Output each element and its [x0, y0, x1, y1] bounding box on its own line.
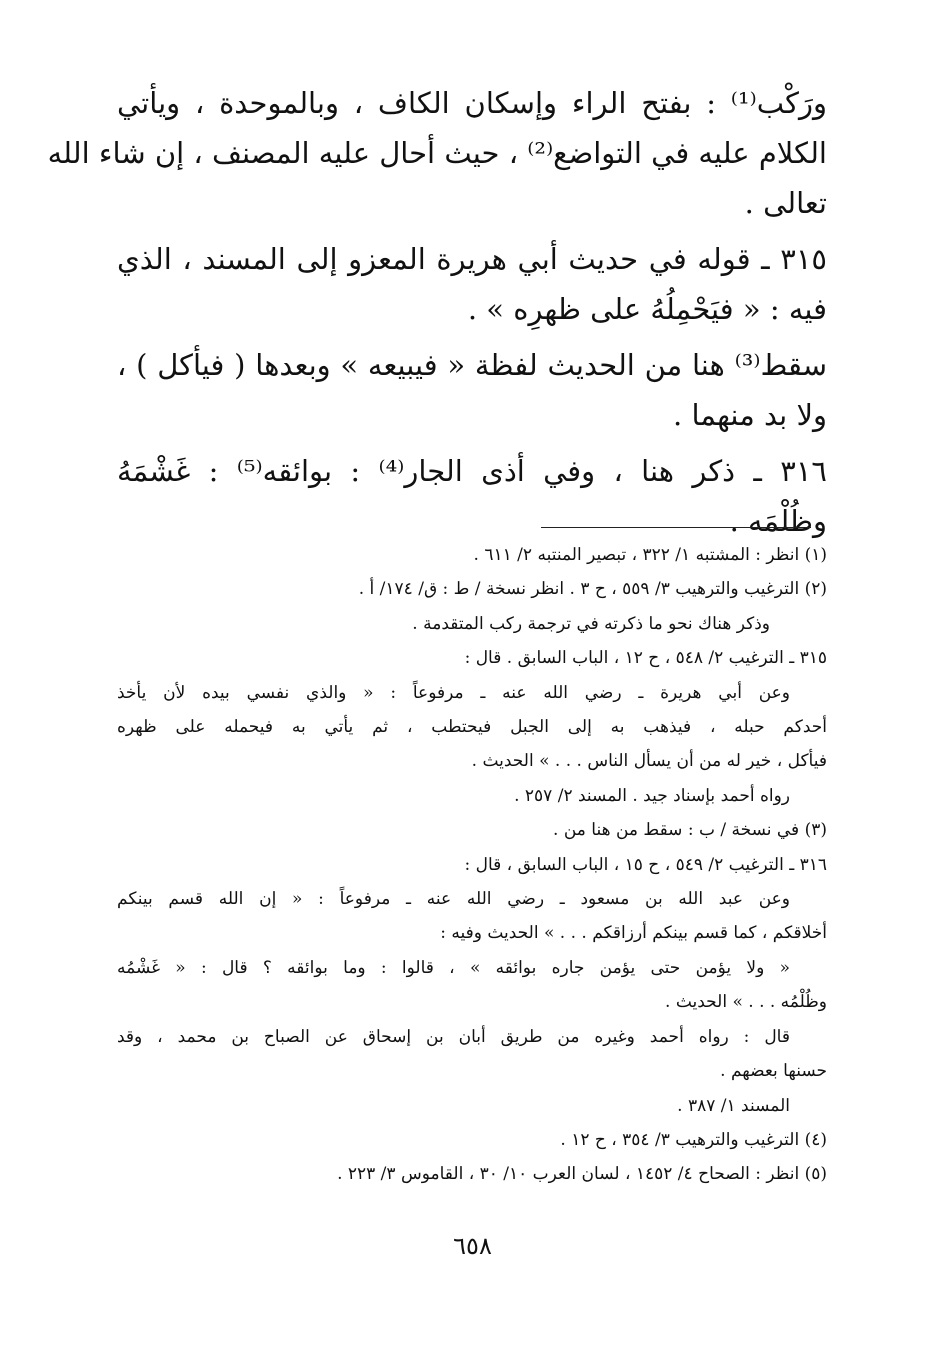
- body-line: ٣١٦ ـ ذكر هنا ، وفي أذى الجار⁽⁴⁾ : بوائقه⁽⁵⁾ : غَشْمَهُ: [117, 454, 827, 488]
- footnote-line: (٢) الترغيب والترهيب ٣/ ٥٥٩ ، ح ٣ . انظر نسخة / ط : ق/ ١٧٤/ أ .: [358, 579, 827, 600]
- main-text: [47, 78, 827, 546]
- body-line: وظُلْمَه .: [729, 504, 827, 538]
- footnote-line: وعن أبي هريرة ـ رضي الله عنه ـ مرفوعاً : « والذي نفسي بيده لأن يأخذ: [117, 682, 790, 703]
- footnote-line: أخلاقكم ، كما قسم بينكم أرزاقكم . . . » الحديث وفيه :: [440, 923, 827, 944]
- footnote-line: قال : رواه أحمد وغيره من طريق أبان بن إسحاق عن الصباح بن محمد ، وقد: [117, 1026, 790, 1047]
- footnote-line: رواه أحمد بإسناد جيد . المسند ٢/ ٢٥٧ .: [514, 785, 790, 806]
- page-number: ٦٥٨: [453, 1232, 492, 1260]
- body-line: تعالى .: [744, 186, 827, 220]
- footnote-line: (٣) في نسخة / ب : سقط من هنا من .: [553, 820, 827, 841]
- body-line: ولا بد منهما .: [673, 398, 827, 432]
- footnote-line: وذكر هناك نحو ما ذكرته في ترجمة ركب المتقدمة .: [412, 613, 770, 634]
- footnotes: [117, 538, 827, 1192]
- footnote-line: (١) انظر : المشتبه ١/ ٣٢٢ ، تبصير المنتبه ٢/ ٦١١ .: [473, 545, 827, 565]
- body-line: ٣١٥ ـ قوله في حديث أبي هريرة المعزو إلى المسند ، الذي: [117, 242, 827, 276]
- footnote-line: وظُلْمُه . . . » الحديث .: [665, 992, 827, 1013]
- footnote-line: فيأكل ، خير له من أن يسأل الناس . . . » الحديث .: [471, 751, 827, 772]
- body-line: الكلام عليه في التواضع⁽²⁾ ، حيث أحال عليه المصنف ، إن شاء الله: [47, 136, 827, 170]
- footnote-line: ٣١٥ ـ الترغيب ٢/ ٥٤٨ ، ح ١٢ ، الباب السابق . قال :: [464, 648, 827, 669]
- body-line: ورَكْب⁽¹⁾ : بفتح الراء وإسكان الكاف ، وبالموحدة ، ويأتي: [117, 86, 827, 120]
- body-line: سقط⁽³⁾ هنا من الحديث لفظة « فيبيعه » وبعدها ( فيأكل ) ،: [117, 348, 827, 382]
- footnote-line: المسند ١/ ٣٨٧ .: [677, 1095, 790, 1116]
- footnote-line: ٣١٦ ـ الترغيب ٢/ ٥٤٩ ، ح ١٥ ، الباب السابق ، قال :: [464, 854, 827, 875]
- footnote-line: وعن عبد الله بن مسعود ـ رضي الله عنه ـ مرفوعاً : « إن الله قسم بينكم: [117, 889, 790, 910]
- footnote-line: (٤) الترغيب والترهيب ٣/ ٣٥٤ ، ح ١٢ .: [560, 1129, 827, 1150]
- footnote-line: حسنها بعضهم .: [720, 1061, 827, 1082]
- footnote-divider: [541, 527, 811, 528]
- footnote-line: « ولا يؤمن حتى يؤمن جاره بوائقه » ، قالوا : وما بوائقه ؟ قال : « غَشْمُه: [117, 957, 790, 978]
- footnote-line: (٥) انظر : الصحاح ٤/ ١٤٥٢ ، لسان العرب ١٠/ ٣٠ ، القاموس ٣/ ٢٢٣ .: [337, 1164, 827, 1185]
- footnote-line: أحدكم حبله ، فيذهب به إلى الجبل فيحتطب ، ثم يأتي به فيحمله على ظهره: [117, 717, 827, 738]
- body-line: فيه : « فيَحْمِلُهُ على ظهرِه » .: [467, 292, 827, 326]
